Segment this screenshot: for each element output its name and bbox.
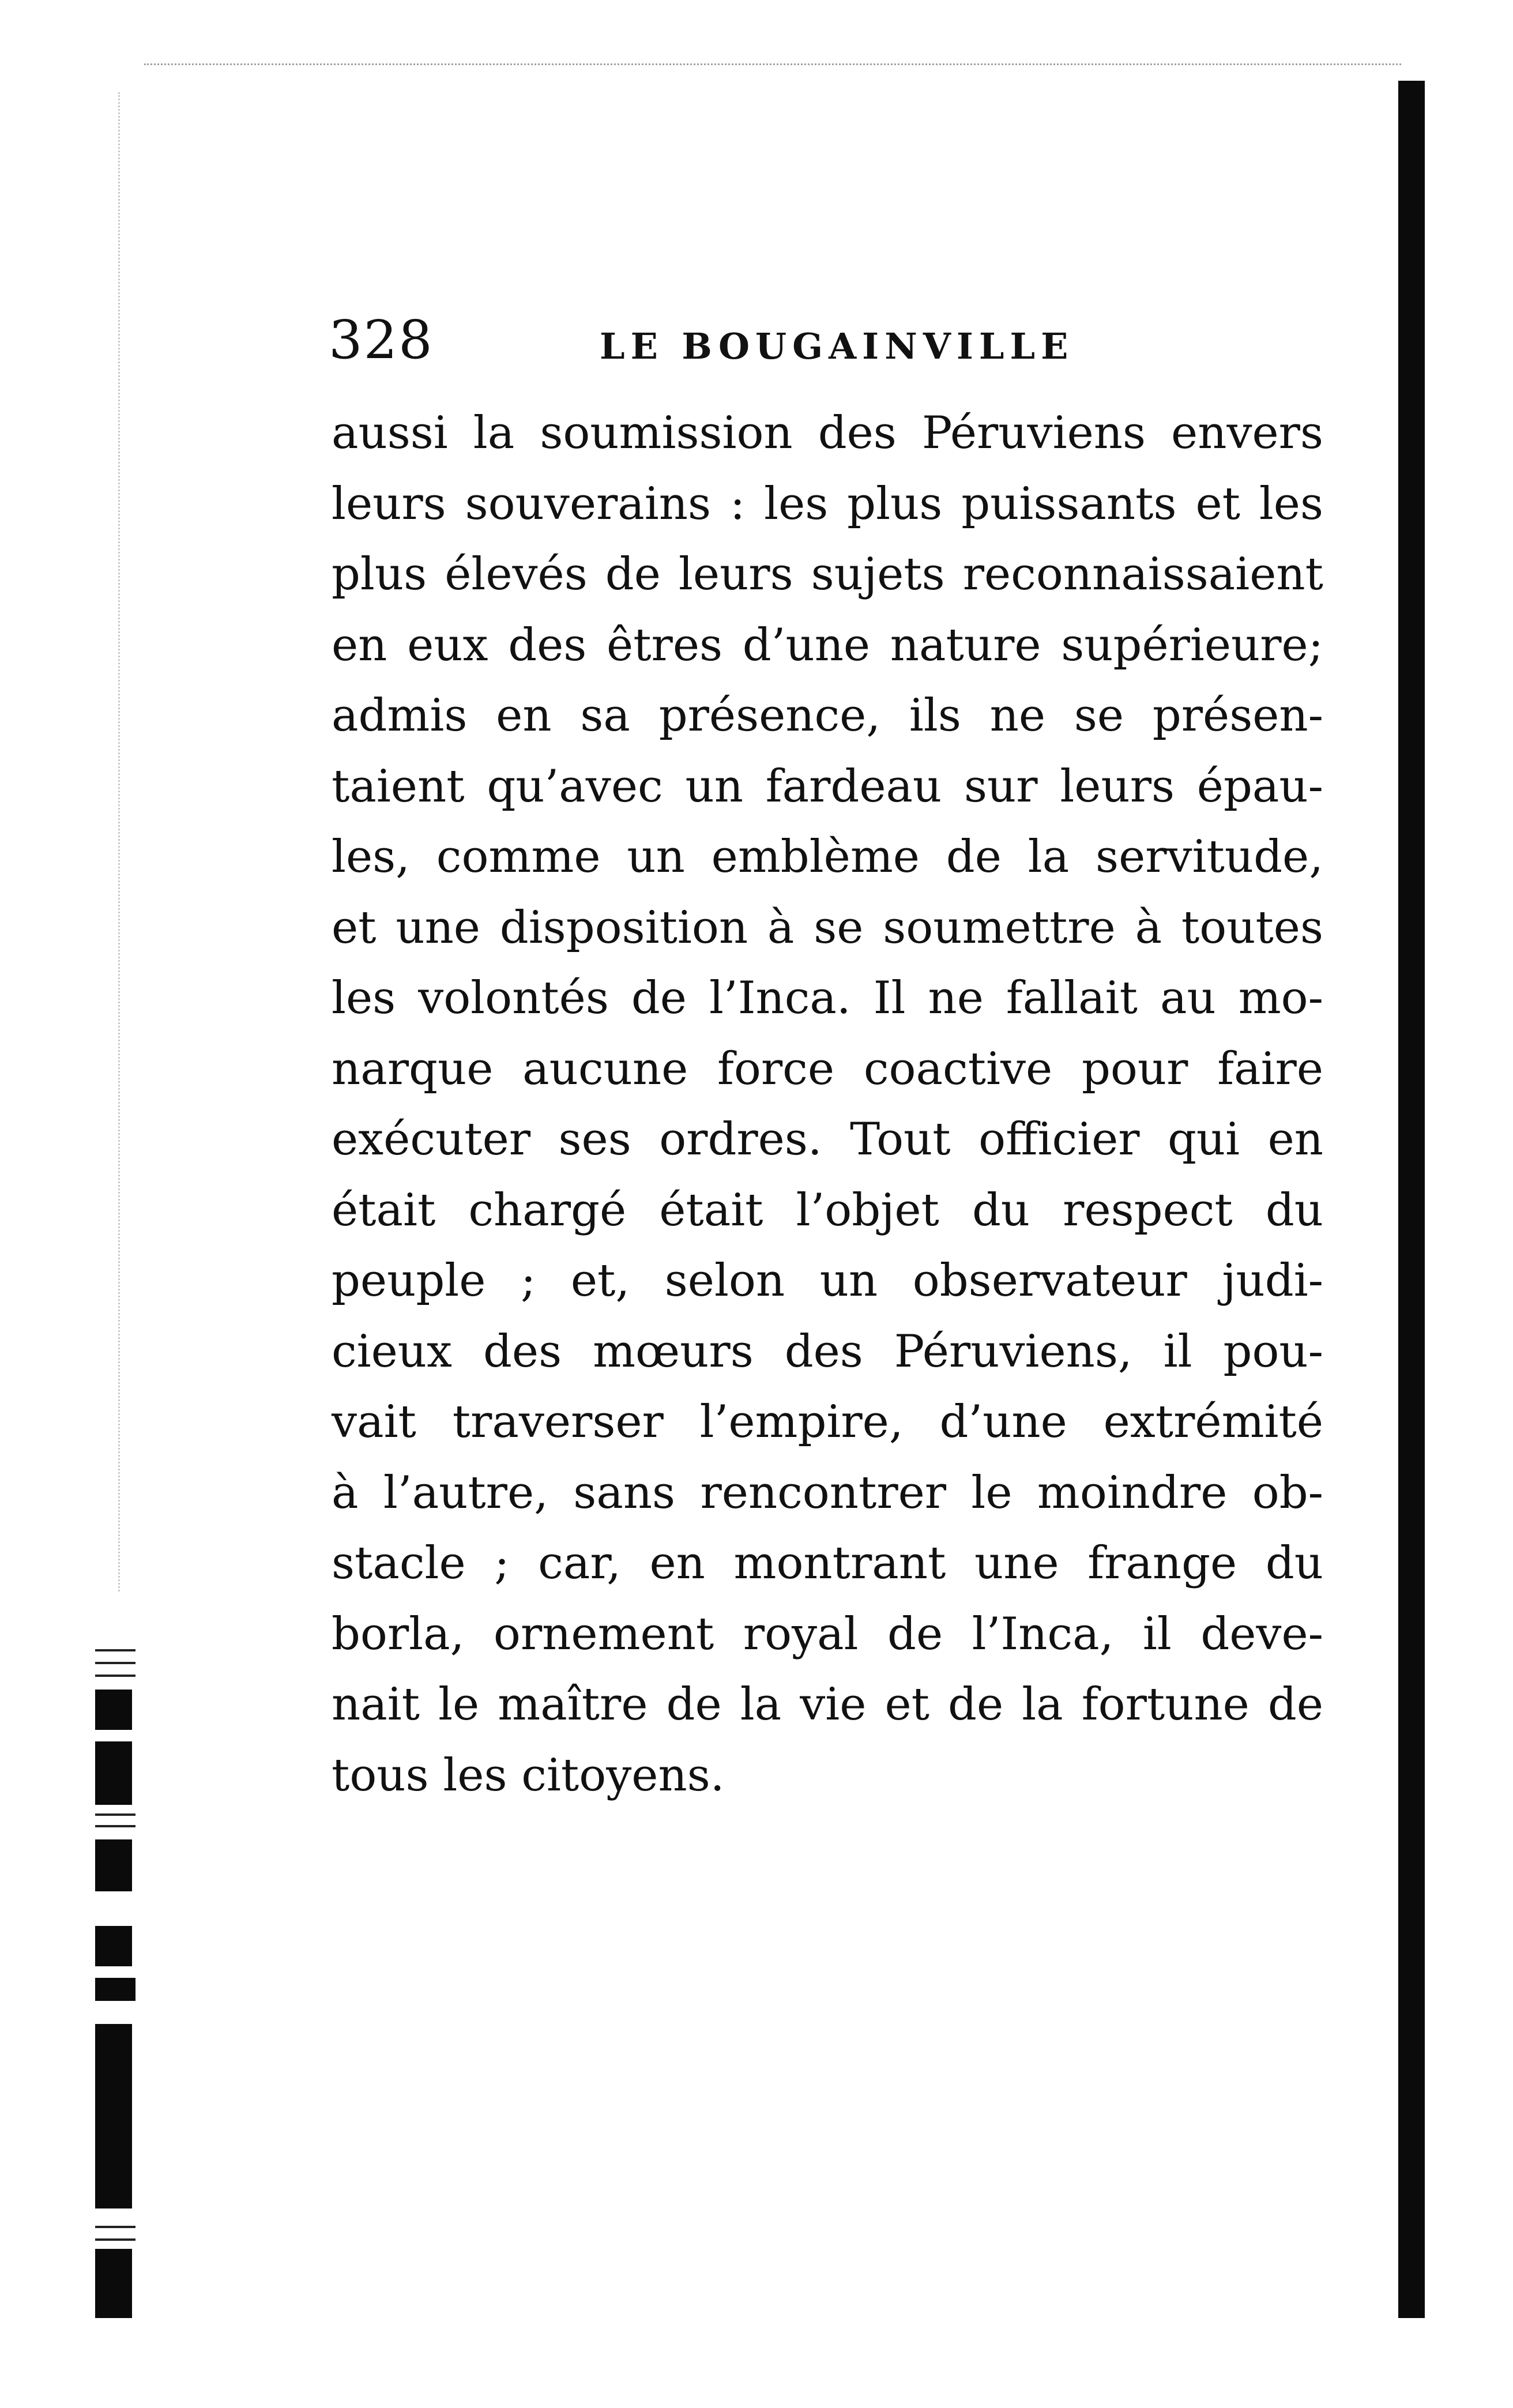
- text-line: et une disposition à se soumettre à toutes: [332, 901, 1323, 954]
- text-line: plus élevés de leurs sujets reconnaissaient: [332, 548, 1323, 600]
- text-line: exécuter ses ordres. Tout officier qui en: [332, 1113, 1323, 1165]
- page-header: [329, 306, 1332, 386]
- text-line: taient qu’avec un fardeau sur leurs épau-: [332, 760, 1323, 812]
- text-line: en eux des êtres d’une nature supérieure;: [332, 619, 1323, 671]
- text-line: à l’autre, sans rencontrer le moindre ob-: [332, 1466, 1323, 1519]
- text-line: nait le maître de la vie et de la fortune de: [332, 1679, 1323, 1730]
- text-line: était chargé était l’objet du respect du: [332, 1184, 1323, 1236]
- text-line: borla, ornement royal de l’Inca, il deve-: [332, 1608, 1323, 1660]
- scan-binding-shadow: [1398, 81, 1425, 2318]
- text-line: tous les citoyens.: [332, 1749, 725, 1801]
- scan-edge-noise: [118, 92, 120, 1591]
- text-line: cieux des mœurs des Péruviens, il pou-: [332, 1325, 1323, 1378]
- text-line: leurs souverains : les plus puissants et les: [332, 477, 1323, 530]
- text-line: stacle ; car, en montrant une frange du: [332, 1537, 1323, 1589]
- body-text: [332, 398, 1323, 1811]
- running-head: LE BOUGAINVILLE: [600, 325, 1074, 367]
- text-line: vait traverser l’empire, d’une extrémité: [332, 1396, 1323, 1448]
- text-line: les, comme un emblème de la servitude,: [332, 831, 1323, 883]
- scan-margin-marks: [95, 1649, 141, 2341]
- text-line: peuple ; et, selon un observateur judi-: [332, 1255, 1323, 1307]
- scan-edge-noise: [144, 63, 1401, 65]
- text-line: admis en sa présence, ils ne se présen-: [332, 690, 1323, 742]
- page-number: 328: [329, 309, 434, 371]
- text-line: les volontés de l’Inca. Il ne fallait au mo-: [332, 972, 1323, 1024]
- text-line: aussi la soumission des Péruviens envers: [332, 407, 1323, 459]
- text-line: narque aucune force coactive pour faire: [332, 1043, 1323, 1095]
